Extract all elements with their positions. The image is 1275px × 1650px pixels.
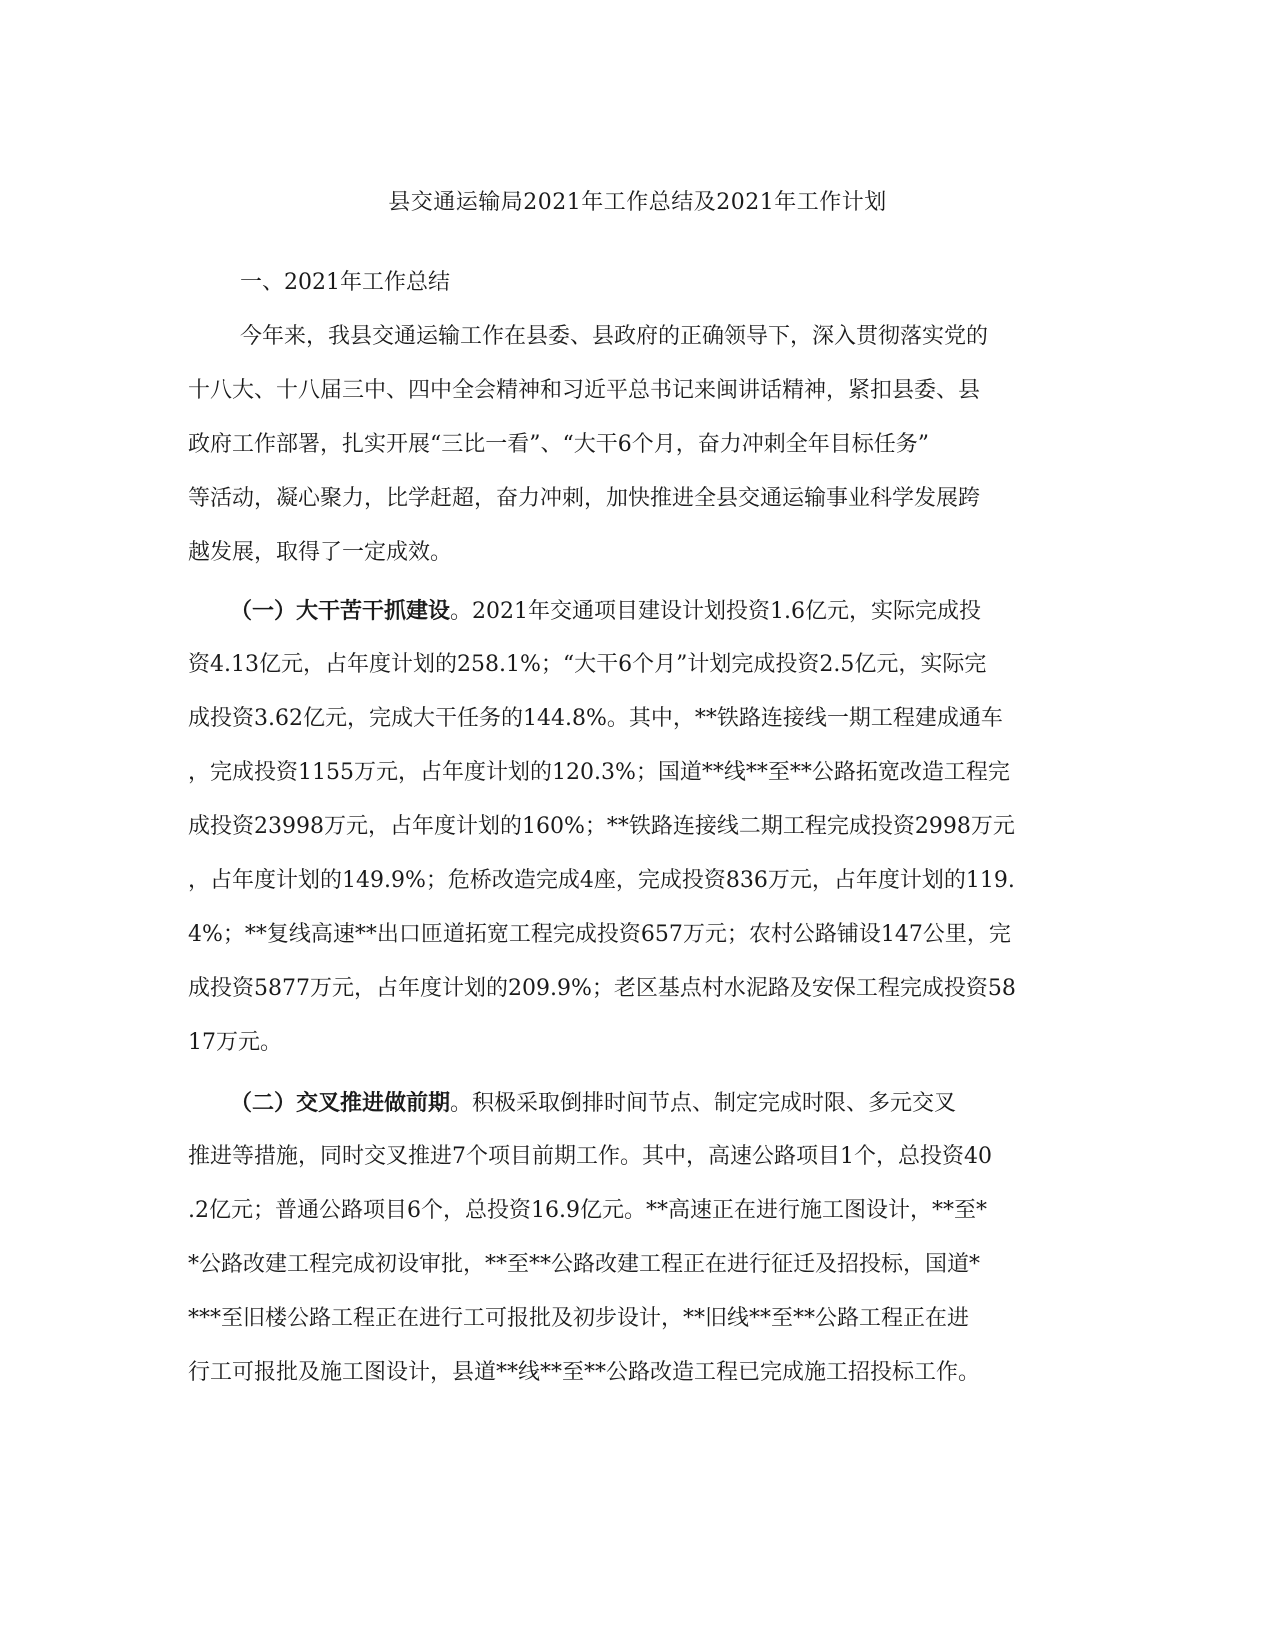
section-one-line: ，占年度计划的149.9%；危桥改造完成4座，完成投资836万元，占年度计划的119.	[188, 868, 1015, 893]
section-one-line: 17万元。	[188, 1030, 282, 1055]
section-one-heading: （一）大干苦干抓建设	[230, 598, 451, 624]
section-one-first-line-text: 。2021年交通项目建设计划投资1.6亿元，实际完成投	[450, 599, 981, 624]
section-two-heading: （二）交叉推进做前期	[230, 1090, 451, 1116]
section-one-line: 4%；**复线高速**出口匝道拓宽工程完成投资657万元；农村公路铺设147公里，完	[188, 922, 1011, 947]
intro-line-3: 政府工作部署，扎实开展“三比一看”、“大干6个月，奋力冲刺全年目标任务”	[188, 432, 929, 457]
section-two-first-line	[230, 1088, 956, 1118]
intro-line-1: 今年来，我县交通运输工作在县委、县政府的正确领导下，深入贯彻落实党的	[240, 324, 989, 349]
section-two-line: 行工可报批及施工图设计，县道**线**至**公路改造工程已完成施工招投标工作。	[188, 1360, 981, 1385]
section-one-line: 资4.13亿元，占年度计划的258.1%；“大干6个月”计划完成投资2.5亿元，实际完	[188, 652, 987, 677]
section-two-line: 推进等措施，同时交叉推进7个项目前期工作。其中，高速公路项目1个，总投资40	[188, 1144, 992, 1169]
section-heading-summary: 一、2021年工作总结	[240, 270, 450, 295]
section-one-first-line	[230, 596, 981, 626]
section-two-line: ***至旧楼公路工程正在进行工可报批及初步设计，**旧线**至**公路工程正在进	[188, 1306, 970, 1331]
section-one-line: 成投资23998万元，占年度计划的160%；**铁路连接线二期工程完成投资2998万元	[188, 814, 1015, 839]
section-one-line: 成投资3.62亿元，完成大干任务的144.8%。其中，**铁路连接线一期工程建成通车	[188, 706, 1003, 731]
section-two-line: .2亿元；普通公路项目6个，总投资16.9亿元。**高速正在进行施工图设计，**至*	[188, 1198, 987, 1223]
section-two-line: *公路改建工程完成初设审批，**至**公路改建工程正在进行征迁及招投标，国道*	[188, 1252, 981, 1277]
document-title: 县交通运输局2021年工作总结及2021年工作计划	[388, 190, 887, 215]
intro-line-5: 越发展，取得了一定成效。	[188, 540, 453, 565]
section-one-line: 成投资5877万元，占年度计划的209.9%；老区基点村水泥路及安保工程完成投资58	[188, 976, 1016, 1001]
section-two-first-line-text: 。积极采取倒排时间节点、制定完成时限、多元交叉	[450, 1091, 957, 1116]
intro-line-2: 十八大、十八届三中、四中全会精神和习近平总书记来闽讲话精神，紧扣县委、县	[188, 378, 981, 403]
intro-line-4: 等活动，凝心聚力，比学赶超，奋力冲刺，加快推进全县交通运输事业科学发展跨	[188, 486, 981, 511]
section-one-line: ，完成投资1155万元，占年度计划的120.3%；国道**线**至**公路拓宽改造工程完	[188, 760, 1010, 785]
